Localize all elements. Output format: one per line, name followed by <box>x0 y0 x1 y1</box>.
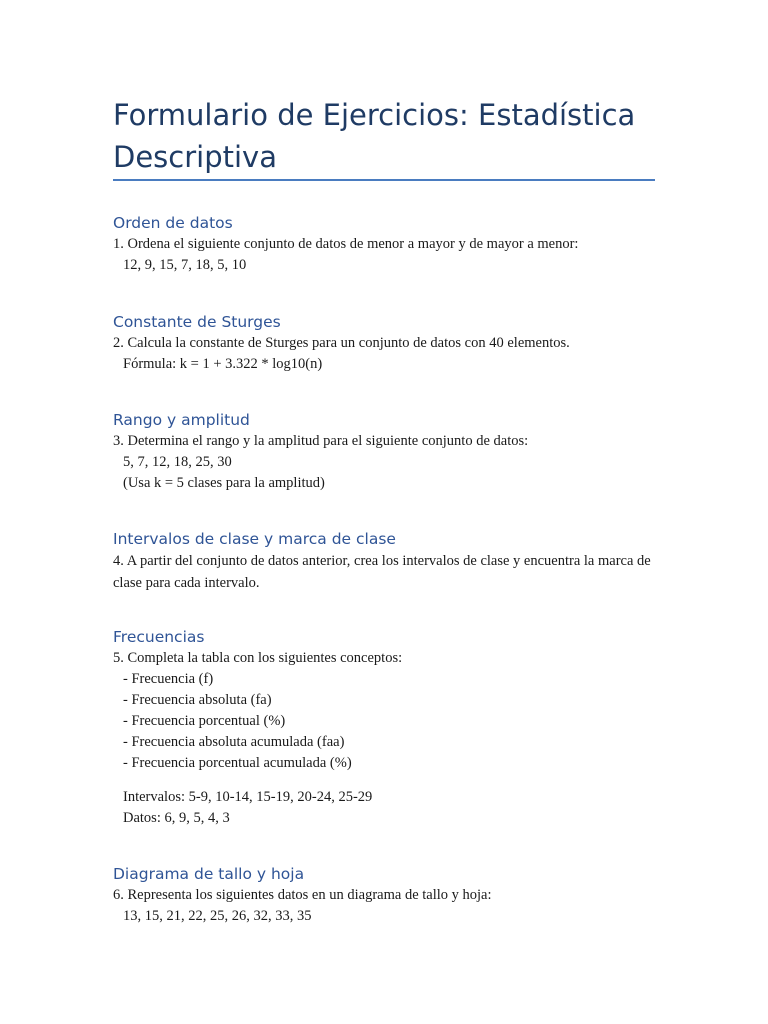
section-rango-y-amplitud <box>113 409 673 494</box>
exercise-text: 5. Completa la tabla con los siguientes conceptos: <box>113 650 403 666</box>
exercise-note: (Usa k = 5 clases para la amplitud) <box>123 475 325 491</box>
list-item: - Frecuencia porcentual acumulada (%) <box>123 755 352 771</box>
data-values: 12, 9, 15, 7, 18, 5, 10 <box>123 257 247 273</box>
section-heading: Intervalos de clase y marca de clase <box>113 530 396 548</box>
data-values: 13, 15, 21, 22, 25, 26, 32, 33, 35 <box>123 908 312 924</box>
page-title: Formulario de Ejercicios: Estadística Descriptiva <box>113 98 636 174</box>
section-constante-de-sturges <box>113 311 673 375</box>
exercise-text: 2. Calcula la constante de Sturges para un conjunto de datos con 40 elementos. <box>113 335 570 351</box>
data-values: 5, 7, 12, 18, 25, 30 <box>123 454 232 470</box>
list-item: - Frecuencia absoluta acumulada (faa) <box>123 734 345 750</box>
section-heading: Constante de Sturges <box>113 313 281 331</box>
section-heading: Orden de datos <box>113 214 233 232</box>
section-heading: Diagrama de tallo y hoja <box>113 865 305 883</box>
exercise-text: 3. Determina el rango y la amplitud para el siguiente conjunto de datos: <box>113 433 529 449</box>
list-item: - Frecuencia porcentual (%) <box>123 713 286 729</box>
formula-text: Fórmula: k = 1 + 3.322 * log10(n) <box>123 356 323 372</box>
exercise-text: 6. Representa los siguientes datos en un diagrama de tallo y hoja: <box>113 887 492 903</box>
list-item: - Frecuencia (f) <box>123 671 214 687</box>
section-intervalos-de-clase <box>113 528 658 594</box>
data-values: Datos: 6, 9, 5, 4, 3 <box>123 810 230 826</box>
section-heading: Frecuencias <box>113 628 205 646</box>
title-divider <box>113 179 655 181</box>
list-item: - Frecuencia absoluta (fa) <box>123 692 272 708</box>
exercise-text: 4. A partir del conjunto de datos anterior, crea los intervalos de clase y encuentra la marca de clase para cada intervalo. <box>113 553 651 591</box>
section-frecuencias <box>113 626 673 829</box>
section-orden-de-datos <box>113 212 673 276</box>
exercise-text: 1. Ordena el siguiente conjunto de datos de menor a mayor y de mayor a menor: <box>113 236 579 252</box>
intervals-text: Intervalos: 5-9, 10-14, 15-19, 20-24, 25-29 <box>123 789 373 805</box>
section-heading: Rango y amplitud <box>113 411 250 429</box>
spacer <box>113 774 673 787</box>
section-diagrama-de-tallo-y-hoja <box>113 863 673 927</box>
